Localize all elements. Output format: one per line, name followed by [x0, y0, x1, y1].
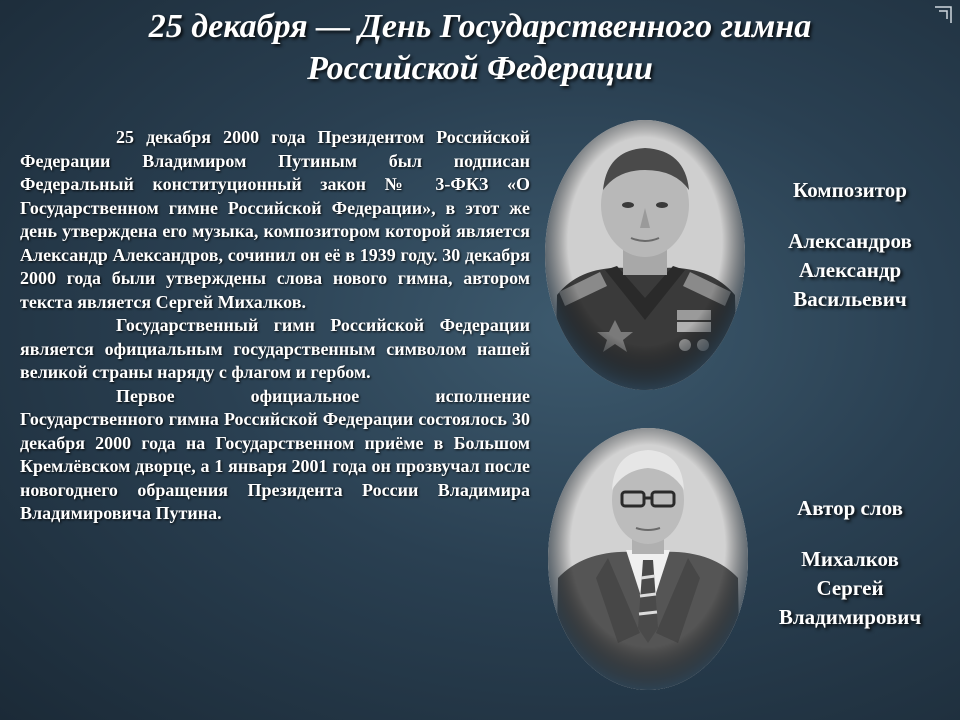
composer-role: Композитор: [793, 178, 907, 202]
composer-patronymic: Васильевич: [793, 287, 907, 311]
slide-title: [20, 6, 940, 90]
lyricist-surname: Михалков: [801, 547, 899, 571]
paragraph-symbol: Государственный гимн Российской Федерации является официальным государственным символом нашей великой страны наряду с флагом и гербом.: [20, 315, 530, 382]
paragraph-first-performance: Первое официальное исполнение Государственного гимна Российской Федерации состоялось 30 декабря 2000 года на Государственном приёме в Большом Кремлёвском дворце, а 1 января 2001 года он прозвучал после новогоднего обращения Президента России Владимира Владимировича Путина.: [20, 385, 530, 523]
paragraph-law: 25 декабря 2000 года Президентом Российской Федерации Владимиром Путиным был подписан Федеральный конституционный закон № 3-ФКЗ «О Государственном гимне Российской Федерации», в этот же день утверждена его музыка, композитором которой является Александр Александров, сочинил он её в 1939 году. 30 декабря 2000 года были утверждены слова нового гимна, автором текста является Сергей Михалков.: [20, 127, 530, 312]
lyricist-caption: [750, 494, 950, 632]
composer-name: Александр: [798, 258, 902, 282]
main-text: [20, 126, 530, 526]
lyricist-name: Сергей: [816, 576, 884, 600]
lyricist-role: Автор слов: [797, 496, 903, 520]
lyricist-patronymic: Владимирович: [778, 605, 922, 629]
composer-caption: [750, 176, 950, 314]
composer-portrait: [545, 120, 745, 390]
title-line-1: 25 декабря — День Государственного гимна: [148, 8, 812, 45]
composer-surname: Александров: [788, 229, 912, 253]
title-line-2: Российской Федерации: [307, 50, 653, 87]
lyricist-portrait: [548, 428, 748, 690]
